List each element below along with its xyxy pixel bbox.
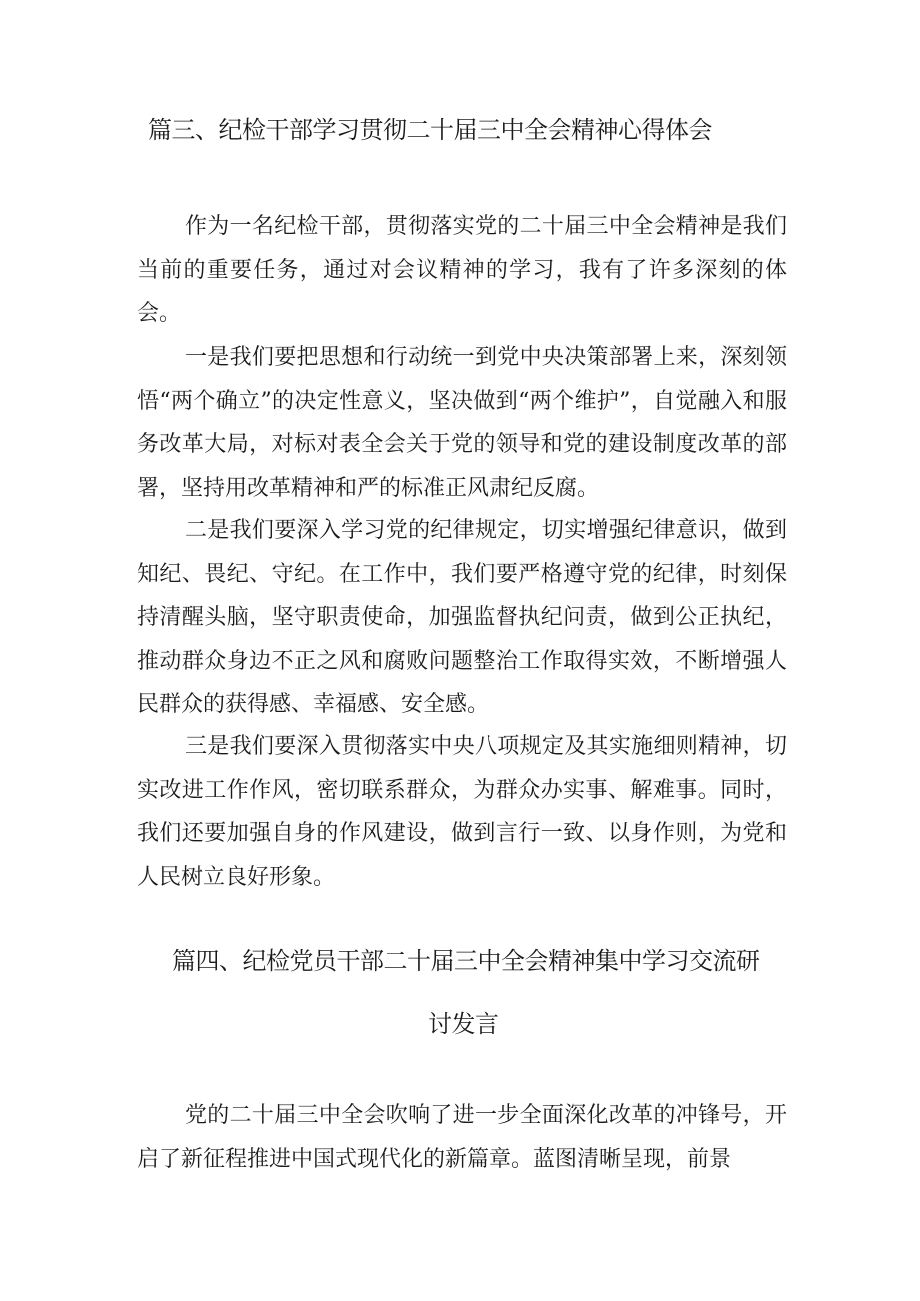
- section-3-paragraph-4: 三是我们要深入贯彻落实中央八项规定及其实施细则精神，切实改进工作作风，密切联系群众，为群众办实事、解难事。同时，我们还要加强自身的作风建设，做到言行一致、以身作则，为党和人民树立良好形象。: [137, 734, 787, 890]
- section-4-title-line-1: 篇四、纪检党员干部二十届三中全会精神集中学习交流研: [172, 947, 760, 975]
- section-3-title: 篇三、纪检干部学习贯彻二十届三中全会精神心得体会: [148, 116, 712, 144]
- section-4-title-line-2: 讨发言: [428, 1010, 499, 1038]
- section-3-paragraph-3: 二是我们要深入学习党的纪律规定，切实增强纪律意识，做到知纪、畏纪、守纪。在工作中，我们要严格遵守党的纪律，时刻保持清醒头脑，坚守职责使命，加强监督执纪问责，做到公正执纪，推动群众身边不正之风和腐败问题整治工作取得实效，不断增强人民群众的获得感、幸福感、安全感。: [137, 518, 787, 717]
- section-4-paragraph-1: 党的二十届三中全会吹响了进一步全面深化改革的冲锋号，开启了新征程推进中国式现代化的新篇章。蓝图清晰呈现，前景: [137, 1103, 787, 1172]
- section-3-paragraph-2: 一是我们要把思想和行动统一到党中央决策部署上来，深刻领悟“两个确立”的决定性意义，坚决做到“两个维护”，自觉融入和服务改革大局，对标对表全会关于党的领导和党的建设制度改革的部署，坚持用改革精神和严的标准正风肃纪反腐。: [137, 345, 787, 501]
- section-3-paragraph-1: 作为一名纪检干部，贯彻落实党的二十届三中全会精神是我们当前的重要任务，通过对会议精神的学习，我有了许多深刻的体会。: [137, 214, 787, 326]
